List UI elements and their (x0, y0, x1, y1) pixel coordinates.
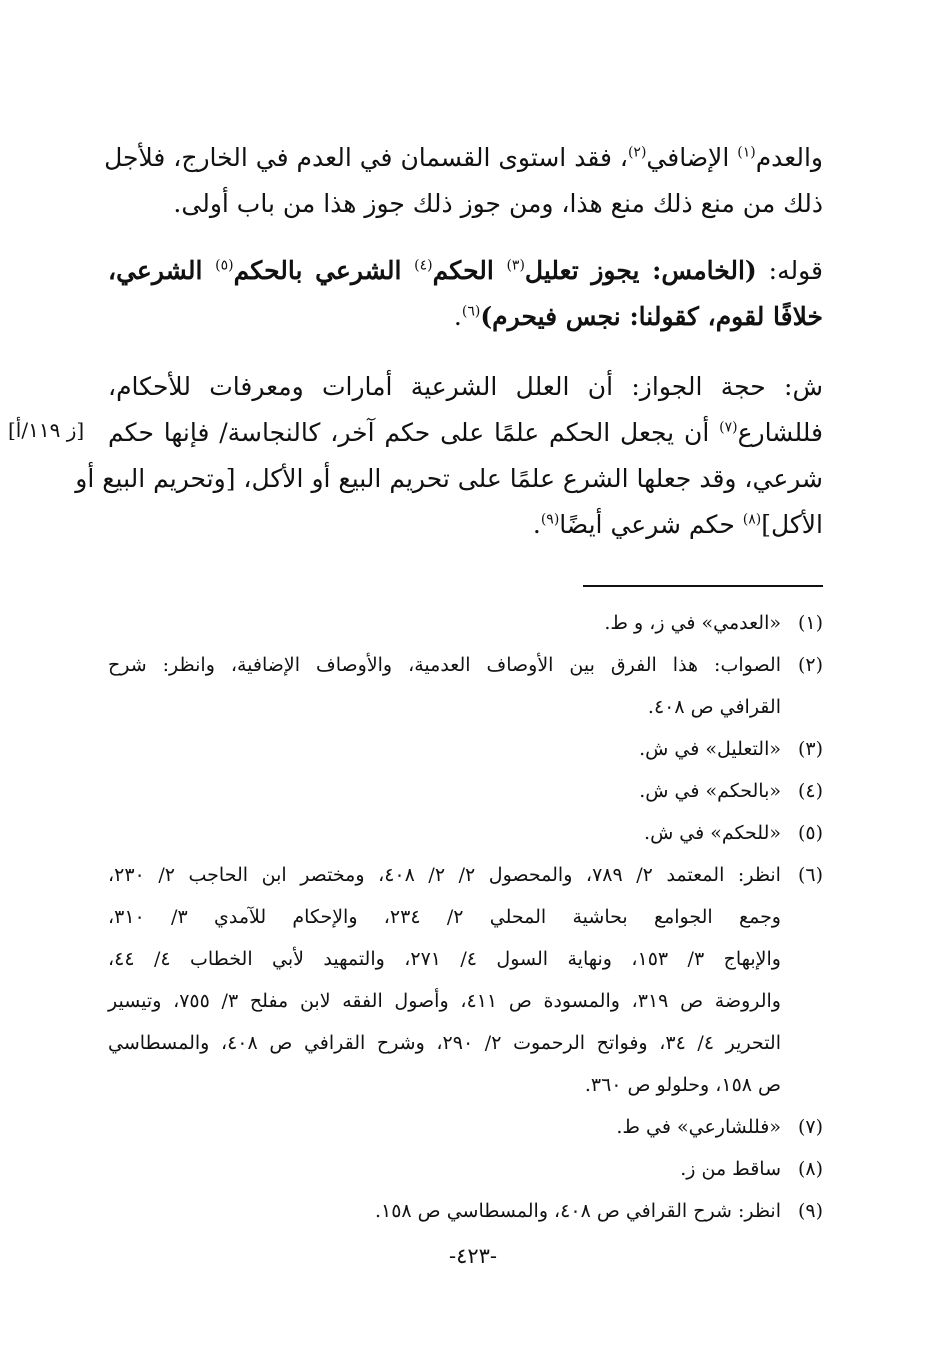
paragraph-3 (75, 364, 823, 548)
footnote (108, 854, 823, 1106)
quoted-text: خلافًا لقوم، كقولنا: نجس فيحرم) (480, 302, 823, 331)
footnote-ref: (٢) (627, 144, 647, 161)
text-line (75, 456, 823, 502)
footnote-text (108, 1190, 781, 1232)
footnote-text (108, 854, 781, 1106)
footnote-line: ساقط من ز. (680, 1158, 781, 1180)
footnote (108, 1148, 823, 1190)
quoted-text: الشرعي، (108, 256, 216, 285)
footnote-number: (٦) (797, 864, 823, 886)
text-line (108, 248, 823, 294)
paragraph-2 (108, 248, 823, 340)
text-run: . (532, 510, 541, 539)
footnote-text (108, 1148, 781, 1190)
footnote-number: (٥) (797, 822, 823, 844)
footnote-text (108, 1106, 781, 1148)
footnote-line: «التعليل» في ش. (639, 738, 781, 760)
text-run: ذلك من منع ذلك منع هذا، ومن جوز ذلك جوز هذا من باب أولى. (173, 189, 823, 218)
footnote-line: التحرير ٤/ ٣٤، وفواتح الرحموت ٢/ ٢٩٠، وشرح القرافي ص ٤٠٨، والمسطاسي (108, 1032, 781, 1054)
footnote (108, 1190, 823, 1232)
footnote-number: (٢) (797, 654, 823, 676)
footnote-ref: (٩) (540, 511, 560, 528)
text-run: . (453, 302, 462, 331)
footnote-number: (٤) (797, 780, 823, 802)
footnote-line: ص ١٥٨، وحلولو ص ٣٦٠. (584, 1074, 781, 1096)
text-run: شرعي، وقد جعلها الشرع علمًا على تحريم البيع أو الأكل، [وتحريم البيع أو (75, 464, 823, 493)
footnote (108, 1106, 823, 1148)
footnote-number: (٣) (797, 738, 823, 760)
text-run: قوله: (756, 256, 823, 285)
footnote-line: «العدمي» في ز، و ط. (604, 612, 781, 634)
footnote-line: والإبهاج ٣/ ١٥٣، ونهاية السول ٤/ ٢٧١، والتمهيد لأبي الخطاب ٤/ ٤٤، (108, 948, 781, 970)
text-run: الأكل] (761, 510, 823, 539)
footnote-ref: (١) (737, 144, 756, 161)
page-number: -٤٢٣- (448, 1244, 498, 1268)
footnote-ref: (٨) (742, 511, 762, 528)
footnote-line: وجمع الجوامع بحاشية المحلي ٢/ ٢٣٤، والإحكام للآمدي ٣/ ٣١٠، (108, 906, 781, 928)
text-run: أن يجعل الحكم علمًا على حكم آخر، كالنجاسة/ فإنها حكم (108, 418, 720, 447)
text-run: حكم شرعي أيضًا (559, 510, 743, 539)
footnote-number: (٩) (797, 1200, 823, 1222)
footnote-ref: (٤) (414, 257, 433, 274)
footnote-line: الصواب: هذا الفرق بين الأوصاف العدمية، والأوصاف الإضافية، وانظر: شرح (108, 654, 781, 676)
footnote-number: (٧) (797, 1116, 823, 1138)
text-line (108, 502, 823, 548)
text-line (108, 294, 823, 340)
text-line (108, 181, 823, 227)
footnote-line: «للحكم» في ش. (644, 822, 781, 844)
footnote-number: (٨) (797, 1158, 823, 1180)
footnote (108, 602, 823, 644)
footnote-number: (١) (797, 612, 823, 634)
footnote-text (108, 728, 781, 770)
margin-folio-note: [ز ١١٩/أ] (8, 418, 85, 442)
footnote-ref: (٦) (461, 303, 481, 320)
footnote-ref: (٣) (506, 257, 525, 274)
footnote-line: انظر: المعتمد ٢/ ٧٨٩، والمحصول ٢/ ٢/ ٤٠٨، ومختصر ابن الحاجب ٢/ ٢٣٠، (108, 864, 781, 886)
footnote-line: «بالحكم» في ش. (639, 780, 781, 802)
footnote-line: «فللشارعي» في ط. (616, 1116, 781, 1138)
text-run: ، فقد استوى القسمان في العدم في الخارج، فلأجل (104, 143, 628, 172)
text-line (104, 135, 823, 181)
text-run: والعدم (755, 143, 823, 172)
footnote-separator (583, 585, 823, 587)
paragraph-1 (104, 135, 823, 227)
quoted-text: (الخامس: يجوز تعليل (524, 256, 757, 285)
footnote-text (108, 770, 781, 812)
footnote-ref: (٥) (215, 257, 234, 274)
footnote (108, 728, 823, 770)
quoted-text: الحكم (432, 256, 507, 285)
text-line (108, 410, 823, 456)
footnote-text (108, 602, 781, 644)
text-run: الإضافي (646, 143, 738, 172)
footnote-line: القرافي ص ٤٠٨. (647, 696, 781, 718)
footnote (108, 770, 823, 812)
footnote-text (108, 812, 781, 854)
quoted-text: الشرعي بالحكم (233, 256, 415, 285)
footnote (108, 812, 823, 854)
footnote-ref: (٧) (719, 419, 738, 436)
footnote-line: والروضة ص ٣١٩، والمسودة ص ٤١١، وأصول الفقه لابن مفلح ٣/ ٧٥٥، وتيسير (108, 990, 781, 1012)
footnote-line: انظر: شرح القرافي ص ٤٠٨، والمسطاسي ص ١٥٨. (374, 1200, 781, 1222)
text-run: ش: حجة الجواز: أن العلل الشرعية أمارات ومعرفات للأحكام، (108, 372, 823, 401)
footnotes (108, 602, 823, 1232)
footnote (108, 644, 823, 728)
footnote-text (108, 644, 781, 728)
text-run: فللشارع (737, 418, 823, 447)
text-line (108, 364, 823, 410)
